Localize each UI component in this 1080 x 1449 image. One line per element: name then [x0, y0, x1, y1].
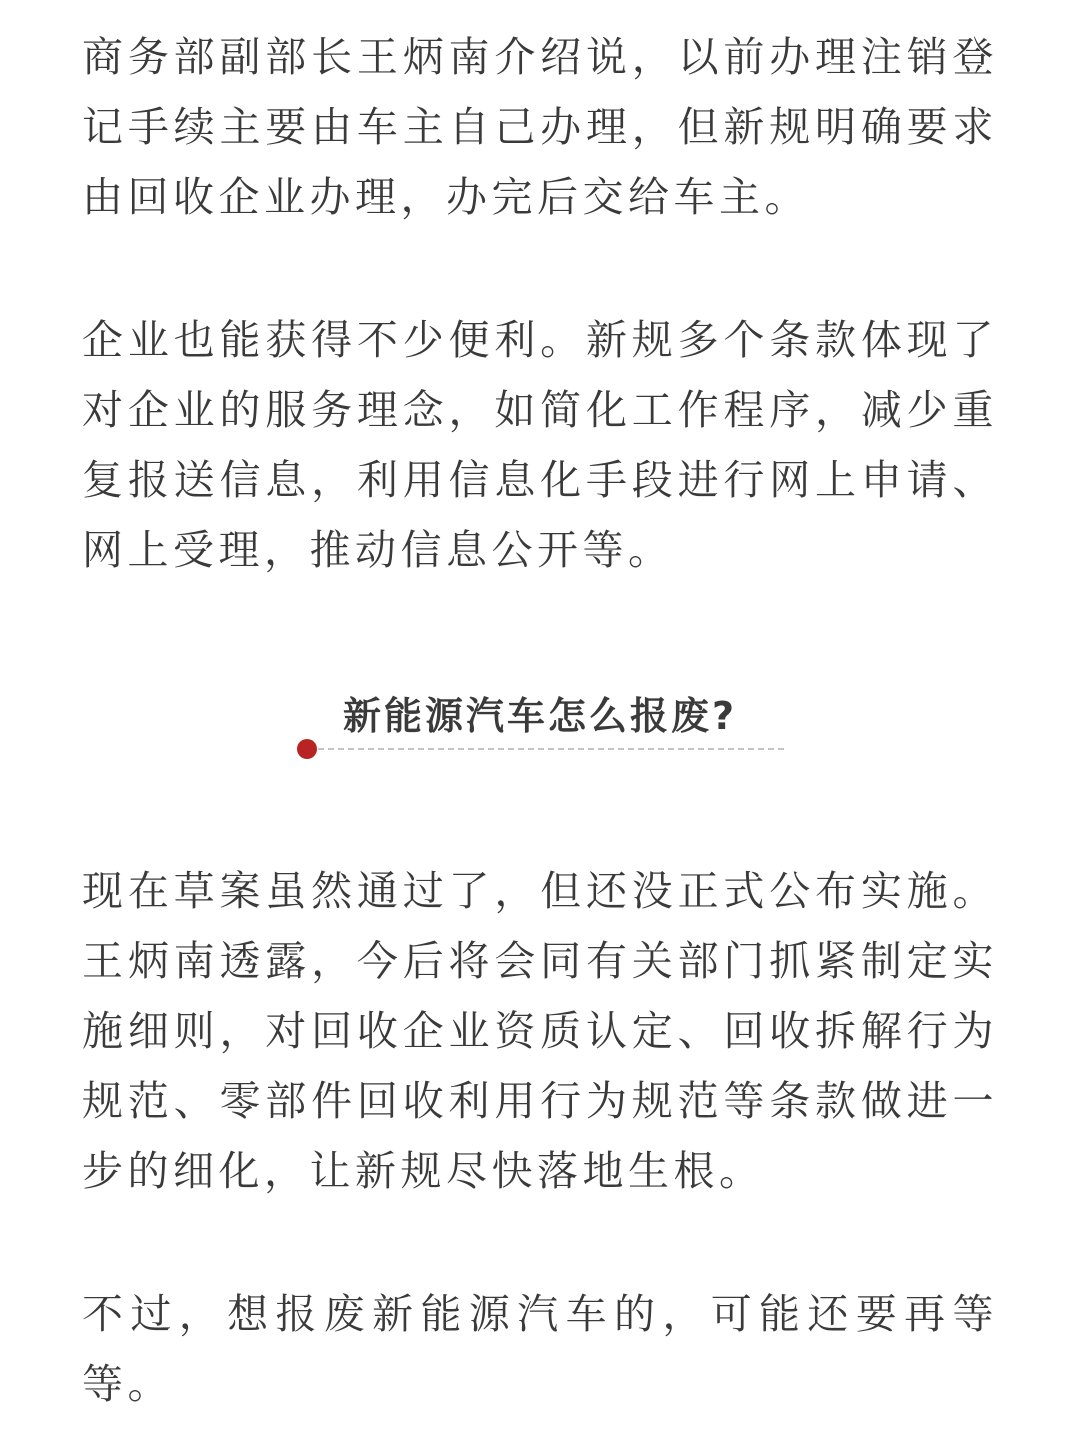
heading-accent-dot: [297, 739, 317, 759]
article-paragraph: 现在草案虽然通过了，但还没正式公布实施。王炳南透露，今后将会同有关部门抓紧制定实施细则，对回收企业资质认定、回收拆解行为规范、零部件回收利用行为规范等条款做进一步的细化，让新规尽快落地生根。: [82, 867, 998, 1195]
section-heading-title: 新能源汽车怎么报废?: [342, 694, 738, 738]
article-paragraph: 企业也能获得不少便利。新规多个条款体现了对企业的服务理念，如简化工作程序，减少重复报送信息，利用信息化手段进行网上申请、网上受理，推动信息公开等。: [82, 316, 998, 574]
heading-dashed-divider: [318, 748, 784, 750]
section-heading: [0, 680, 1080, 770]
article-paragraph: 商务部副部长王炳南介绍说，以前办理注销登记手续主要由车主自己办理，但新规明确要求由回收企业办理，办完后交给车主。: [82, 33, 998, 221]
article-paragraph: 不过，想报废新能源汽车的，可能还要再等等。: [82, 1290, 998, 1408]
